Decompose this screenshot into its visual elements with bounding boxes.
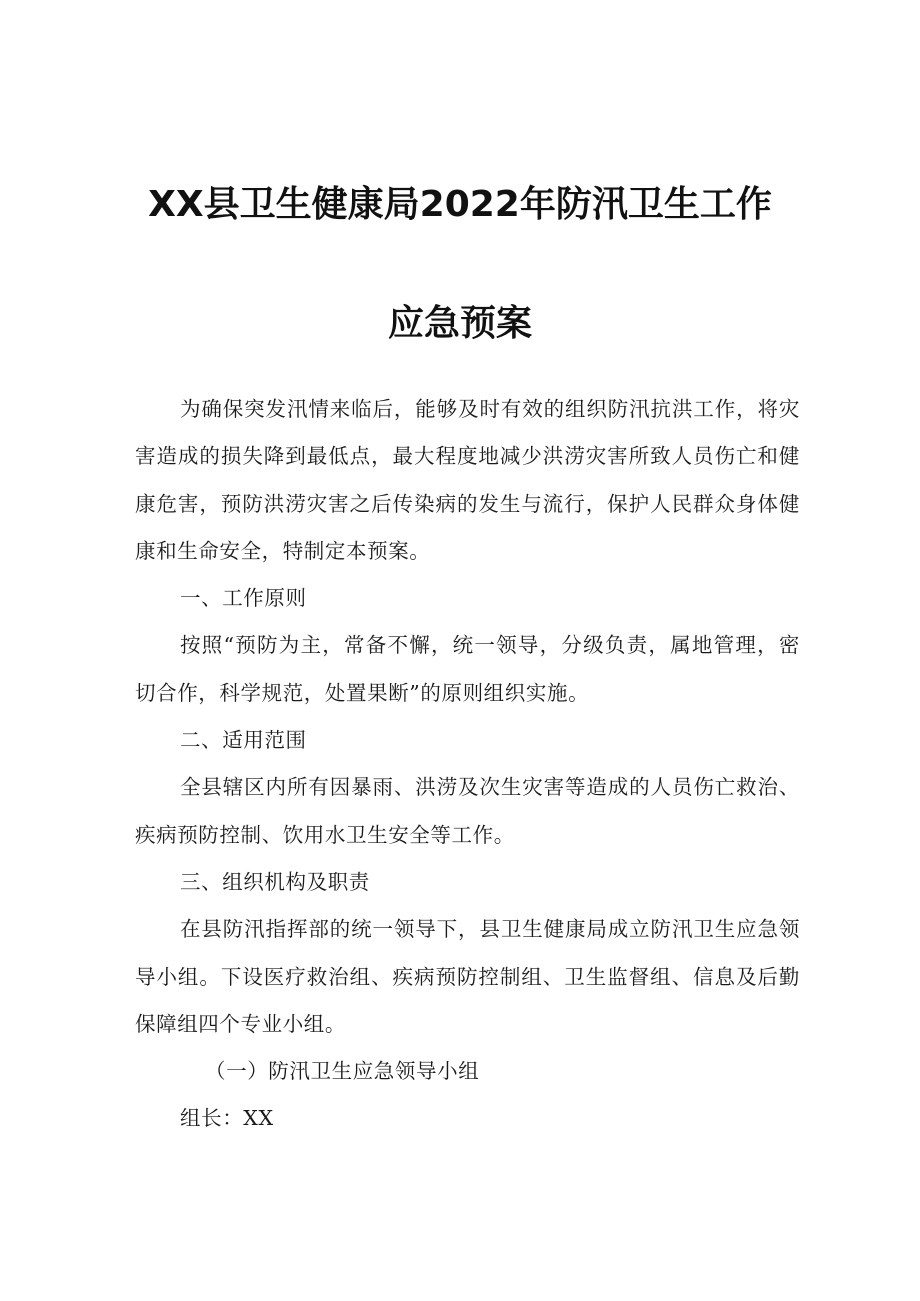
section-heading-scope: 二、适用范围 — [180, 728, 307, 753]
section-heading-organization: 三、组织机构及职责 — [180, 869, 370, 894]
scope-paragraph: 全县辖区内所有因暴雨、洪涝及次生灾害等造成的人员伤亡救治、疾病预防控制、饮用水卫生安全等工作。 — [135, 775, 800, 847]
organization-paragraph: 在县防汛指挥部的统一领导下，县卫生健康局成立防汛卫生应急领导小组。下设医疗救治组、疾病预防控制组、卫生监督组、信息及后勤保障组四个专业小组。 — [135, 917, 800, 1036]
principles-paragraph: 按照“预防为主，常备不懈，统一领导，分级负责，属地管理，密切合作，科学规范，处置果断”的原则组织实施。 — [135, 633, 800, 705]
document-title-line-1: XX县卫生健康局2022年防汛卫生工作 — [148, 184, 772, 225]
section-heading-principles: 一、工作原则 — [180, 586, 307, 611]
document-body — [135, 386, 800, 1143]
group-leader-line: 组长：XX — [180, 1106, 274, 1131]
document-title-line-2: 应急预案 — [387, 303, 532, 344]
subsection-heading-leadership-group: （一）防汛卫生应急领导小组 — [205, 1059, 480, 1084]
intro-paragraph: 为确保突发汛情来临后，能够及时有效的组织防汛抗洪工作，将灾害造成的损失降到最低点，最大程度地减少洪涝灾害所致人员伤亡和健康危害，预防洪涝灾害之后传染病的发生与流行，保护人民群众身体健康和生命安全，特制定本预案。 — [135, 397, 800, 563]
